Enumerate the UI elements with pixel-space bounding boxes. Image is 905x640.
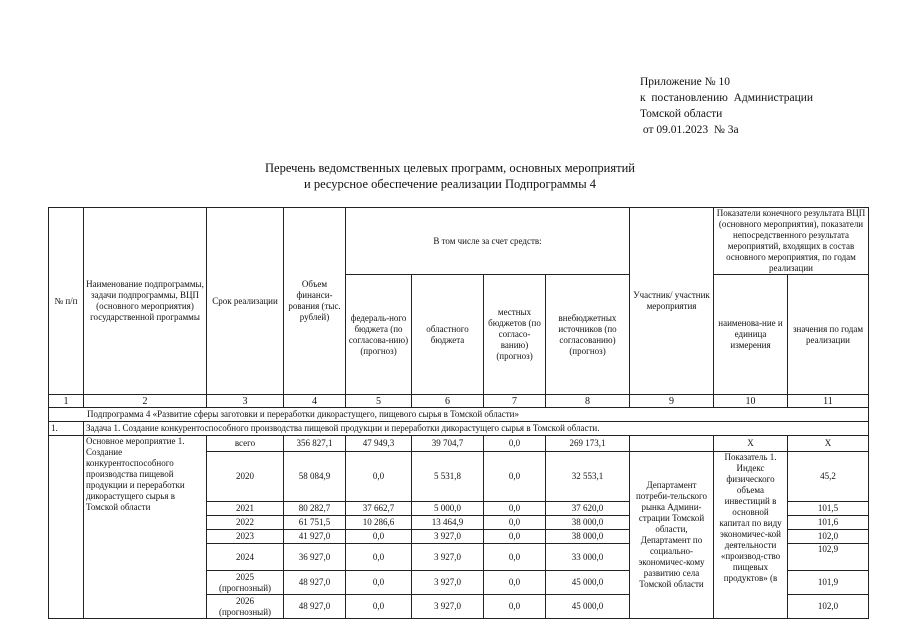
header-indicator-name: наименова-ние и единица измерения [714, 275, 788, 395]
regional-cell: 5 000,0 [412, 502, 484, 516]
volume-cell: 80 282,7 [284, 502, 346, 516]
regional-cell: 3 927,0 [412, 544, 484, 571]
regional-cell: 5 531,8 [412, 452, 484, 502]
header-sources-group: В том числе за счет средств: [346, 208, 630, 275]
column-number: 9 [630, 395, 714, 408]
regional-cell: 39 704,7 [412, 436, 484, 452]
column-numbers-row [49, 395, 869, 408]
header-federal: федераль-ного бюджета (по согласова-нию) (прогноз) [346, 275, 412, 395]
indicator-value-cell: 101,6 [788, 516, 869, 530]
task-number: 1. [49, 422, 84, 436]
header-indicator-value: значения по годам реализации [788, 275, 869, 395]
header-regional: областного бюджета [412, 275, 484, 395]
header-num: № п/п [49, 208, 84, 395]
indicator-name-cell: Показатель 1. Индекс физического объема инвестиций в основной капитал по виду экономичес-кой деятельности «производ-ство пищевых продуктов» (в [714, 452, 788, 619]
column-number: 3 [207, 395, 284, 408]
local-cell: 0,0 [484, 516, 546, 530]
term-cell: 2022 [207, 516, 284, 530]
regional-cell: 3 927,0 [412, 595, 484, 619]
federal-cell: 0,0 [346, 530, 412, 544]
extra-cell: 38 000,0 [546, 516, 630, 530]
appendix-line: к постановлению Администрации [640, 92, 814, 104]
regional-cell: 3 927,0 [412, 530, 484, 544]
federal-cell: 0,0 [346, 544, 412, 571]
term-cell: 2021 [207, 502, 284, 516]
column-number: 1 [49, 395, 84, 408]
extra-cell: 45 000,0 [546, 595, 630, 619]
local-cell: 0,0 [484, 436, 546, 452]
volume-cell: 48 927,0 [284, 595, 346, 619]
header-local: местных бюджетов (по согласо-ванию) (прогноз) [484, 275, 546, 395]
local-cell: 0,0 [484, 502, 546, 516]
regional-cell: 3 927,0 [412, 571, 484, 595]
regional-cell: 13 464,9 [412, 516, 484, 530]
header-volume: Объем финанси-рования (тыс. рублей) [284, 208, 346, 395]
task-row: Задача 1. Создание конкурентоспособного производства пищевой продукции и переработки дикорастущего сырья в Томской области. [84, 422, 869, 436]
column-number: 11 [788, 395, 869, 408]
extra-cell: 38 000,0 [546, 530, 630, 544]
indicator-value-cell: X [788, 436, 869, 452]
appendix-line: Томской области [640, 108, 723, 120]
column-number: 8 [546, 395, 630, 408]
indicator-x-mark: X [714, 436, 788, 452]
header-indicators-group: Показатели конечного результата ВЦП (основного мероприятия), показатели непосредственного результата мероприятий, входящих в состав основного мероприятия, по годам реализации [714, 208, 869, 275]
title-line-1: Перечень ведомственных целевых программ, основных мероприятий [265, 161, 635, 175]
header-extra: внебюджетных источников (по согласованию) (прогноз) [546, 275, 630, 395]
local-cell: 0,0 [484, 544, 546, 571]
federal-cell: 0,0 [346, 571, 412, 595]
indicator-value-cell: 102,0 [788, 530, 869, 544]
indicator-value-cell: 102,0 [788, 595, 869, 619]
document-title [180, 160, 720, 192]
column-number: 5 [346, 395, 412, 408]
term-cell: 2023 [207, 530, 284, 544]
indicator-value-cell: 101,5 [788, 502, 869, 516]
indicator-value-cell: 102,9 [788, 544, 869, 571]
appendix-header [640, 74, 880, 138]
subprogram-row: Подпрограмма 4 «Развитие сферы заготовки и переработки дикорастущего, пищевого сырья в Томской области» [49, 408, 869, 422]
volume-cell: 356 827,1 [284, 436, 346, 452]
extra-cell: 269 173,1 [546, 436, 630, 452]
table-row [49, 436, 869, 452]
local-cell: 0,0 [484, 530, 546, 544]
federal-cell: 0,0 [346, 595, 412, 619]
term-cell: всего [207, 436, 284, 452]
federal-cell: 10 286,6 [346, 516, 412, 530]
term-cell: 2025 (прогнозный) [207, 571, 284, 595]
column-number: 10 [714, 395, 788, 408]
column-number: 4 [284, 395, 346, 408]
extra-cell: 33 000,0 [546, 544, 630, 571]
title-line-2: и ресурсное обеспечение реализации Подпрограммы 4 [304, 177, 596, 191]
header-term: Срок реализации [207, 208, 284, 395]
extra-cell: 32 553,1 [546, 452, 630, 502]
header-participant: Участник/ участник мероприятия [630, 208, 714, 395]
volume-cell: 58 084,9 [284, 452, 346, 502]
local-cell: 0,0 [484, 595, 546, 619]
volume-cell: 48 927,0 [284, 571, 346, 595]
extra-cell: 37 620,0 [546, 502, 630, 516]
volume-cell: 36 927,0 [284, 544, 346, 571]
indicator-value-cell: 101,9 [788, 571, 869, 595]
column-number: 2 [84, 395, 207, 408]
indicator-value-cell: 45,2 [788, 452, 869, 502]
federal-cell: 37 662,7 [346, 502, 412, 516]
federal-cell: 0,0 [346, 452, 412, 502]
local-cell: 0,0 [484, 452, 546, 502]
column-number: 6 [412, 395, 484, 408]
volume-cell: 41 927,0 [284, 530, 346, 544]
term-cell: 2026 (прогнозный) [207, 595, 284, 619]
term-cell: 2024 [207, 544, 284, 571]
volume-cell: 61 751,5 [284, 516, 346, 530]
main-activity-name: Основное мероприятие 1. Создание конкурентоспособного производства пищевой продукции и переработки дикорастущего сырья в Томской области [84, 436, 207, 619]
appendix-line: от 09.01.2023 № 3а [640, 124, 739, 136]
local-cell: 0,0 [484, 571, 546, 595]
empty-cell [630, 436, 714, 452]
term-cell: 2020 [207, 452, 284, 502]
appendix-line: Приложение № 10 [640, 76, 730, 88]
extra-cell: 45 000,0 [546, 571, 630, 595]
resource-table [48, 207, 869, 619]
participant-cell: Департамент потреби-тельского рынка Админи-страции Томской области, Департамент по социально-экономичес-кому развитию села Томской области [630, 452, 714, 619]
column-number: 7 [484, 395, 546, 408]
header-name: Наименование подпрограммы, задачи подпрограммы, ВЦП (основного мероприятия) государственной программы [84, 208, 207, 395]
federal-cell: 47 949,3 [346, 436, 412, 452]
empty-cell [49, 436, 84, 619]
